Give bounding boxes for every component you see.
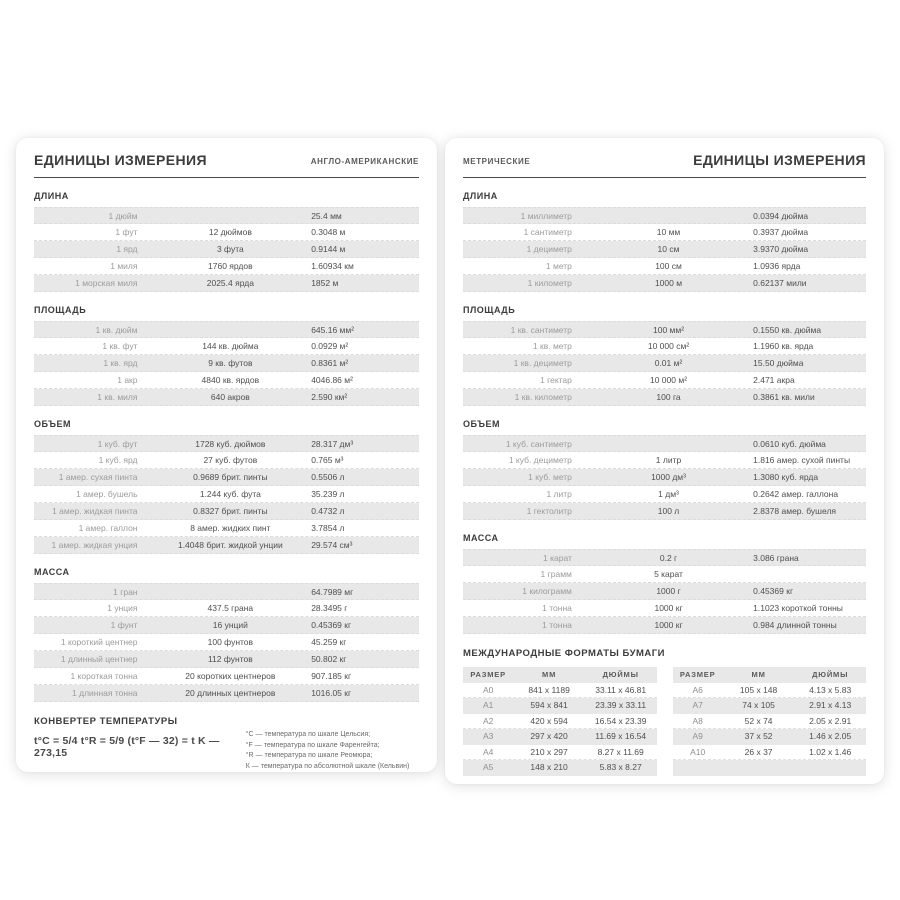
- cell-equivalent: 112 фунтов: [207, 654, 253, 664]
- cell-value: 0.62137 мили: [753, 278, 807, 288]
- cell-equivalent: 1000 дм³: [651, 472, 686, 482]
- temperature-left: [34, 716, 246, 772]
- paper-cell-size: A8: [692, 715, 703, 726]
- paper-cell-mm: 74 x 105: [742, 700, 775, 710]
- table-row: [463, 452, 866, 469]
- cell-unit: 1 амер. жидкая унция: [51, 540, 138, 550]
- cell-unit: 1 метр: [545, 261, 572, 271]
- paper-cell-inches: 11.69 x 16.54: [595, 731, 647, 741]
- conversion-table: [34, 207, 419, 292]
- paper-cell-size: A4: [482, 746, 494, 757]
- cell-unit: 1 короткий центнер: [60, 637, 138, 647]
- cell-equivalent: 10 мм: [656, 227, 681, 237]
- paper-header-size: РАЗМЕР: [470, 670, 506, 679]
- cell-unit: 1 фунт: [110, 620, 138, 630]
- paper-cell-mm: 841 x 1189: [528, 684, 570, 695]
- cell-value: 1016.05 кг: [311, 688, 352, 698]
- cell-value: 2.471 акра: [753, 375, 795, 385]
- table-row: [34, 241, 419, 258]
- table-row: [463, 503, 866, 520]
- paper-row: [463, 714, 657, 730]
- conversion-table: [34, 435, 419, 554]
- cell-unit: 1 килограмм: [522, 586, 572, 596]
- table-row: [34, 617, 419, 634]
- paper-cell-inches: 1.46 x 2.05: [809, 731, 852, 741]
- cell-value: 28.3495 г: [311, 603, 348, 613]
- section-title: ПЛОЩАДЬ: [463, 305, 516, 315]
- cell-equivalent: 1.244 куб. фута: [199, 489, 261, 499]
- section-длина: [34, 191, 419, 292]
- table-row: [463, 355, 866, 372]
- cell-equivalent: 144 кв. дюйма: [202, 341, 259, 351]
- cell-unit: 1 длинный центнер: [60, 654, 138, 664]
- cell-unit: 1 кв. дециметр: [513, 358, 572, 368]
- table-row: [34, 355, 419, 372]
- table-row: [463, 207, 866, 224]
- paper-header-row: [673, 667, 867, 683]
- cell-value: 3.9370 дюйма: [753, 244, 809, 254]
- paper-cell-size: A6: [692, 684, 703, 695]
- cell-value: 1.816 амер. сухой пинты: [753, 455, 851, 465]
- cell-value: 25.4 мм: [311, 211, 342, 221]
- cell-value: 45.259 кг: [311, 637, 347, 647]
- table-row: [463, 486, 866, 503]
- table-row: [463, 258, 866, 275]
- cell-equivalent: [150, 322, 312, 337]
- cell-equivalent: [584, 436, 753, 451]
- cell-equivalent: 5 карат: [654, 569, 683, 579]
- section-title: ДЛИНА: [463, 191, 498, 201]
- paper-header-size: РАЗМЕР: [679, 670, 716, 679]
- section-title: ДЛИНА: [34, 191, 69, 201]
- cell-equivalent: 0.2 г: [659, 553, 678, 563]
- cell-value: 3.086 грана: [753, 553, 799, 563]
- paper-cell-mm: 148 x 210: [530, 762, 568, 772]
- cell-value: 0.2642 амер. галлона: [753, 489, 839, 499]
- paper-formats-title: МЕЖДУНАРОДНЫЕ ФОРМАТЫ БУМАГИ: [463, 648, 665, 659]
- paper-cell-size: A0: [482, 684, 494, 695]
- section-title: ОБЪЕМ: [34, 419, 71, 429]
- cell-value: 1.3080 куб. ярда: [753, 472, 819, 482]
- cell-value: 28.317 дм³: [311, 439, 354, 449]
- paper-tables: [463, 667, 866, 776]
- cell-unit: 1 кв. миля: [97, 392, 138, 402]
- cell-equivalent: 0.9689 брит. пинты: [193, 472, 268, 482]
- paper-row: [673, 729, 867, 745]
- paper-header-inches: ДЮЙМЫ: [602, 670, 639, 679]
- cell-unit: 1 куб. дециметр: [508, 455, 572, 465]
- paper-cell-inches: 2.05 x 2.91: [809, 715, 852, 726]
- temperature-formula: t°C = 5/4 t°R = 5/9 (t°F — 32) = t K — 273,15: [34, 735, 220, 759]
- cell-value: 3.7854 л: [311, 523, 345, 533]
- cell-value: 0.45369 кг: [311, 620, 352, 630]
- table-row: [34, 520, 419, 537]
- cell-equivalent: 640 акров: [210, 392, 250, 402]
- cell-value: 64.7989 мг: [311, 587, 354, 597]
- paper-cell-mm: 297 x 420: [530, 731, 568, 741]
- paper-cell-inches: 2.91 x 4.13: [809, 700, 852, 710]
- table-row: [34, 435, 419, 452]
- conversion-table: [463, 435, 866, 520]
- paper-cell-mm: 594 x 841: [530, 700, 568, 710]
- table-row: [34, 258, 419, 275]
- table-row: [34, 600, 419, 617]
- right-page-header: [463, 152, 866, 178]
- cell-unit: 1 кв. метр: [532, 341, 572, 351]
- cell-equivalent: 100 фунтов: [207, 637, 254, 647]
- paper-row: [673, 698, 867, 714]
- paper-row: [463, 698, 657, 714]
- temperature-note: °F — температура по шкале Фаренгейта;: [245, 741, 380, 749]
- conversion-table: [34, 321, 419, 406]
- paper-header-mm: ММ: [751, 670, 766, 679]
- cell-unit: 1 унция: [107, 603, 138, 613]
- cell-equivalent: 0.01 м²: [654, 358, 683, 368]
- paper-table-a0-a5: [463, 667, 657, 776]
- cell-unit: 1 амер. бушель: [76, 489, 138, 499]
- cell-equivalent: 1000 кг: [654, 603, 683, 613]
- cell-value: 1852 м: [311, 278, 339, 288]
- paper-header-mm: ММ: [542, 670, 557, 679]
- cell-unit: 1 дециметр: [526, 244, 572, 254]
- temperature-note: °C — температура по шкале Цельсия;: [245, 731, 371, 738]
- cell-equivalent: 2025.4 ярда: [206, 278, 254, 288]
- table-row: [463, 241, 866, 258]
- cell-equivalent: 1000 г: [656, 586, 681, 596]
- cell-value: 907.185 кг: [311, 671, 352, 681]
- cell-value: 1.0936 ярда: [753, 261, 801, 271]
- paper-row: [463, 683, 657, 699]
- table-row: [34, 207, 419, 224]
- cell-equivalent: 10 см: [657, 244, 680, 254]
- cell-unit: 1 амер. сухая пинта: [58, 472, 138, 482]
- cell-equivalent: 1 литр: [655, 455, 682, 465]
- cell-equivalent: 100 га: [656, 392, 681, 402]
- table-row: [34, 583, 419, 600]
- cell-value: 0.3937 дюйма: [753, 227, 809, 237]
- cell-equivalent: [584, 208, 753, 223]
- paper-cell-size: A10: [690, 746, 706, 757]
- paper-cell-mm: [723, 760, 795, 776]
- cell-unit: 1 фут: [115, 227, 138, 237]
- section-длина: [463, 191, 866, 292]
- table-row: [463, 617, 866, 634]
- cell-equivalent: 100 см: [655, 261, 682, 271]
- cell-value: 0.8361 м²: [311, 358, 349, 368]
- cell-equivalent: 0.8327 брит. пинты: [193, 506, 268, 516]
- cell-unit: 1 кв. фут: [102, 341, 138, 351]
- table-row: [463, 372, 866, 389]
- paper-row: [673, 760, 867, 776]
- cell-value: 0.0929 м²: [311, 341, 349, 351]
- table-row: [463, 321, 866, 338]
- table-row: [34, 338, 419, 355]
- cell-value: 4046.86 м²: [311, 375, 353, 385]
- cell-unit: 1 тонна: [542, 620, 572, 630]
- cell-equivalent: 4840 кв. ярдов: [201, 375, 260, 385]
- table-row: [463, 566, 866, 583]
- cell-equivalent: 8 амер. жидких пинт: [190, 523, 271, 533]
- cell-equivalent: [150, 208, 312, 223]
- paper-cell-size: A2: [482, 715, 494, 726]
- paper-table-a6-a10: [673, 667, 867, 776]
- page-subtitle: АНГЛО-АМЕРИКАНСКИЕ: [310, 157, 419, 166]
- conversion-table: [463, 549, 866, 634]
- left-page-header: [34, 152, 419, 178]
- cell-unit: 1 куб. фут: [97, 439, 138, 449]
- table-row: [463, 549, 866, 566]
- cell-value: 0.765 м³: [311, 455, 344, 465]
- cell-value: 0.0610 куб. дюйма: [753, 439, 826, 449]
- paper-cell-size: A3: [482, 731, 494, 741]
- paper-cell-inches: 33.11 x 46.81: [595, 684, 647, 695]
- paper-cell-mm: 210 x 297: [530, 746, 568, 757]
- conversion-table: [463, 321, 866, 406]
- section-площадь: [463, 305, 866, 406]
- table-row: [34, 469, 419, 486]
- table-row: [34, 321, 419, 338]
- section-title: ОБЪЕМ: [463, 419, 500, 429]
- cell-value: 0.0394 дюйма: [753, 211, 809, 221]
- cell-unit: 1 ярд: [116, 244, 138, 254]
- cell-unit: 1 длинная тонна: [72, 688, 138, 698]
- paper-cell-size: A1: [482, 700, 494, 710]
- cell-value: 1.1023 короткой тонны: [753, 603, 843, 613]
- cell-unit: 1 гектолитр: [526, 506, 572, 516]
- cell-equivalent: 16 унций: [212, 620, 248, 630]
- cell-unit: 1 кв. километр: [514, 392, 572, 402]
- paper-cell-size: A7: [692, 700, 703, 710]
- cell-unit: 1 грамм: [540, 569, 572, 579]
- cell-unit: 1 кв. сантиметр: [510, 325, 572, 335]
- cell-value: 2.8378 амер. бушеля: [753, 506, 837, 516]
- left-sections: [34, 191, 419, 702]
- paper-cell-inches: 8.27 x 11.69: [597, 746, 644, 757]
- paper-cell-mm: 105 x 148: [739, 684, 778, 695]
- table-row: [34, 452, 419, 469]
- paper-cell-inches: 4.13 x 5.83: [809, 684, 852, 695]
- cell-unit: 1 сантиметр: [523, 227, 572, 237]
- paper-cell-inches: [794, 760, 866, 776]
- paper-header-row: [463, 667, 657, 683]
- table-row: [34, 503, 419, 520]
- section-title: ПЛОЩАДЬ: [34, 305, 87, 315]
- cell-unit: 1 амер. галлон: [78, 523, 138, 533]
- table-row: [34, 486, 419, 503]
- cell-equivalent: 1728 куб. дюймов: [195, 439, 266, 449]
- cell-value: 0.3048 м: [311, 227, 346, 237]
- cell-equivalent: 100 л: [657, 506, 680, 516]
- paper-cell-size: A5: [482, 762, 494, 772]
- temperature-note: К — температура по абсолютной шкале (Кельвин): [245, 762, 410, 770]
- table-row: [463, 389, 866, 406]
- table-row: [463, 338, 866, 355]
- cell-unit: 1 короткая тонна: [70, 671, 138, 681]
- table-row: [34, 275, 419, 292]
- paper-cell-inches: 5.83 x 8.27: [599, 762, 642, 772]
- table-row: [34, 634, 419, 651]
- section-масса: [34, 567, 419, 702]
- right-page: [445, 138, 884, 784]
- cell-unit: 1 морская миля: [75, 278, 138, 288]
- cell-equivalent: 1760 ярдов: [208, 261, 253, 271]
- paper-row: [673, 683, 867, 699]
- cell-value: 2.590 км²: [311, 392, 348, 402]
- paper-formats: [463, 648, 866, 776]
- paper-row: [463, 745, 657, 761]
- cell-value: 0.3861 кв. мили: [753, 392, 815, 402]
- paper-cell-mm: 52 x 74: [744, 715, 773, 726]
- cell-unit: 1 кв. дюйм: [95, 325, 138, 335]
- table-row: [34, 685, 419, 702]
- table-row: [34, 668, 419, 685]
- cell-value: 29.574 см³: [311, 540, 353, 550]
- temperature-title: КОНВЕРТЕР ТЕМПЕРАТУРЫ: [34, 716, 178, 727]
- cell-equivalent: 1.4048 брит. жидкой унции: [177, 540, 283, 550]
- paper-cell-size: A9: [692, 731, 703, 741]
- paper-cell-mm: 37 x 52: [744, 731, 773, 741]
- paper-row: [673, 714, 867, 730]
- cell-unit: 1 амер. жидкая пинта: [52, 506, 138, 516]
- section-масса: [463, 533, 866, 634]
- page-title: ЕДИНИЦЫ ИЗМЕРЕНИЯ: [693, 152, 866, 168]
- table-row: [34, 537, 419, 554]
- cell-equivalent: 9 кв. футов: [208, 358, 253, 368]
- paper-row: [463, 729, 657, 745]
- paper-cell-mm: 420 x 594: [530, 715, 568, 726]
- table-row: [463, 469, 866, 486]
- cell-value: 0.45369 кг: [753, 586, 794, 596]
- cell-equivalent: 12 дюймов: [208, 227, 252, 237]
- cell-equivalent: 20 коротких центнеров: [185, 671, 276, 681]
- cell-value: 35.239 л: [311, 489, 345, 499]
- cell-value: 0.4732 л: [311, 506, 345, 516]
- page-title: ЕДИНИЦЫ ИЗМЕРЕНИЯ: [34, 152, 207, 168]
- temperature-note: °R — температура по шкале Реомюра;: [245, 752, 373, 759]
- cell-equivalent: 27 куб. футов: [203, 455, 258, 465]
- table-row: [463, 275, 866, 292]
- table-row: [34, 372, 419, 389]
- cell-equivalent: [150, 584, 312, 599]
- cell-value: 1.60934 км: [311, 261, 354, 271]
- cell-unit: 1 кв. ярд: [103, 358, 138, 368]
- cell-equivalent: 10 000 м²: [649, 375, 688, 385]
- temperature-notes: [246, 716, 419, 772]
- paper-cell-inches: 23.39 x 33.11: [595, 700, 647, 710]
- paper-cell-inches: 16.54 x 23.39: [594, 715, 647, 726]
- page-subtitle: МЕТРИЧЕСКИЕ: [463, 157, 531, 166]
- cell-unit: 1 дюйм: [108, 211, 138, 221]
- cell-unit: 1 куб. метр: [528, 472, 572, 482]
- section-объем: [34, 419, 419, 554]
- table-row: [463, 583, 866, 600]
- table-row: [463, 600, 866, 617]
- cell-unit: 1 карат: [543, 553, 572, 563]
- cell-unit: 1 гран: [113, 587, 138, 597]
- cell-value: 50.802 кг: [311, 654, 347, 664]
- cell-value: 0.984 длинной тонны: [753, 620, 837, 630]
- cell-equivalent: 20 длинных центнеров: [185, 688, 276, 698]
- cell-value: [753, 566, 866, 582]
- cell-equivalent: 1000 м: [654, 278, 683, 288]
- table-row: [34, 224, 419, 241]
- section-title: МАССА: [463, 533, 499, 543]
- section-объем: [463, 419, 866, 520]
- left-page: [16, 138, 437, 772]
- cell-value: 0.9144 м: [311, 244, 346, 254]
- cell-value: 0.1550 кв. дюйма: [753, 325, 822, 335]
- cell-equivalent: 1000 кг: [654, 620, 683, 630]
- paper-cell-size: [673, 760, 723, 776]
- cell-unit: 1 километр: [527, 278, 572, 288]
- cell-equivalent: 3 фута: [216, 244, 244, 254]
- conversion-table: [34, 583, 419, 702]
- cell-unit: 1 литр: [546, 489, 572, 499]
- table-row: [463, 435, 866, 452]
- conversion-table: [463, 207, 866, 292]
- cell-value: 15.50 дюйма: [753, 358, 804, 368]
- cell-equivalent: 1 дм³: [658, 489, 679, 499]
- section-площадь: [34, 305, 419, 406]
- cell-unit: 1 куб. сантиметр: [505, 439, 572, 449]
- paper-header-inches: ДЮЙМЫ: [812, 670, 849, 679]
- table-row: [463, 224, 866, 241]
- temperature-converter: [34, 716, 419, 772]
- cell-unit: 1 миля: [110, 261, 138, 271]
- paper-cell-mm: 26 x 37: [744, 746, 773, 757]
- paper-row: [673, 745, 867, 761]
- cell-value: 0.5506 л: [311, 472, 345, 482]
- paper-cell-inches: 1.02 x 1.46: [809, 746, 852, 757]
- section-title: МАССА: [34, 567, 70, 577]
- cell-equivalent: 437.5 грана: [207, 603, 254, 613]
- cell-equivalent: 100 мм²: [652, 325, 685, 335]
- paper-row: [463, 760, 657, 776]
- cell-equivalent: 10 000 см²: [647, 341, 690, 351]
- cell-unit: 1 акр: [117, 375, 138, 385]
- cell-value: 1.1960 кв. ярда: [753, 341, 814, 351]
- cell-unit: 1 миллиметр: [520, 211, 572, 221]
- cell-unit: 1 куб. ярд: [98, 455, 138, 465]
- right-sections: [463, 191, 866, 634]
- cell-unit: 1 гектар: [540, 375, 572, 385]
- table-row: [34, 389, 419, 406]
- table-row: [34, 651, 419, 668]
- cell-value: 645.16 мм²: [311, 325, 355, 335]
- cell-unit: 1 тонна: [542, 603, 572, 613]
